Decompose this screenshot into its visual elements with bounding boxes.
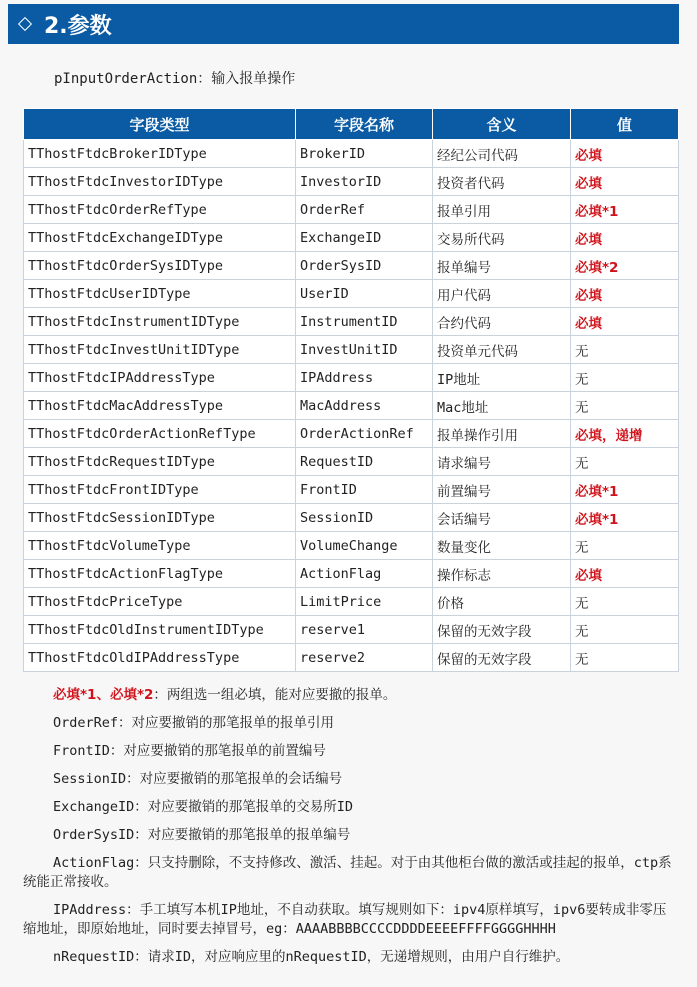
cell-field-type: TThostFtdcOldInstrumentIDType xyxy=(24,616,296,644)
cell-meaning: 操作标志 xyxy=(433,560,571,588)
cell-meaning: 保留的无效字段 xyxy=(433,616,571,644)
cell-field-name: RequestID xyxy=(296,448,433,476)
table-row xyxy=(24,504,679,532)
note-required-prefix: 必填*1、必填*2 xyxy=(53,687,154,703)
intro-text: pInputOrderAction：输入报单操作 xyxy=(54,71,296,87)
cell-field-name: MacAddress xyxy=(296,392,433,420)
cell-field-type: TThostFtdcPriceType xyxy=(24,588,296,616)
table-header-row xyxy=(24,109,679,140)
cell-meaning: 报单引用 xyxy=(433,196,571,224)
table-row xyxy=(24,280,679,308)
table-row xyxy=(24,392,679,420)
note-action-flag: ActionFlag：只支持删除，不支持修改、激活、挂起。对于由其他柜台做的激活或挂起的报单，ctp系统能正常接收。 xyxy=(23,855,672,890)
cell-field-type: TThostFtdcExchangeIDType xyxy=(24,224,296,252)
cell-field-type: TThostFtdcOrderRefType xyxy=(24,196,296,224)
cell-field-type: TThostFtdcSessionIDType xyxy=(24,504,296,532)
cell-value: 无 xyxy=(571,532,679,560)
note-request-id: nRequestID：请求ID，对应响应里的nRequestID，无递增规则，由用户自行维护。 xyxy=(53,949,570,965)
table-row xyxy=(24,476,679,504)
cell-field-name: FrontID xyxy=(296,476,433,504)
cell-meaning: 合约代码 xyxy=(433,308,571,336)
note-ip-address: IPAddress：手工填写本机IP地址，不自动获取。填写规则如下：ipv4原样填写，ipv6要转成非零压缩地址，即原始地址，同时要去掉冒号，eg：AAAABBBBCCCCDDDDEEEEFFFFGGGGHHHH xyxy=(23,902,667,937)
cell-value: 必填*1 xyxy=(571,476,679,504)
cell-field-type: TThostFtdcIPAddressType xyxy=(24,364,296,392)
cell-value: 必填 xyxy=(571,560,679,588)
table-row xyxy=(24,364,679,392)
cell-field-type: TThostFtdcFrontIDType xyxy=(24,476,296,504)
cell-value: 无 xyxy=(571,616,679,644)
cell-meaning: 保留的无效字段 xyxy=(433,644,571,672)
cell-field-name: OrderActionRef xyxy=(296,420,433,448)
cell-field-name: SessionID xyxy=(296,504,433,532)
note-required-rest: ：两组选一组必填，能对应要撤的报单。 xyxy=(153,687,397,703)
column-header-name: 字段名称 xyxy=(296,109,433,140)
cell-meaning: Mac地址 xyxy=(433,392,571,420)
cell-value: 无 xyxy=(571,392,679,420)
table-row xyxy=(24,532,679,560)
cell-field-type: TThostFtdcVolumeType xyxy=(24,532,296,560)
cell-value: 必填 xyxy=(571,224,679,252)
table-row xyxy=(24,140,679,168)
cell-value: 无 xyxy=(571,336,679,364)
cell-value: 必填*1 xyxy=(571,196,679,224)
table-row xyxy=(24,336,679,364)
table-row xyxy=(24,168,679,196)
table-body xyxy=(24,140,679,672)
cell-field-type: TThostFtdcInvestorIDType xyxy=(24,168,296,196)
cell-field-name: UserID xyxy=(296,280,433,308)
cell-field-name: IPAddress xyxy=(296,364,433,392)
cell-value: 必填 xyxy=(571,280,679,308)
column-header-meaning: 含义 xyxy=(433,109,571,140)
cell-value: 必填 xyxy=(571,308,679,336)
cell-field-type: TThostFtdcRequestIDType xyxy=(24,448,296,476)
cell-value: 必填，递增 xyxy=(571,420,679,448)
cell-meaning: 投资者代码 xyxy=(433,168,571,196)
table-row xyxy=(24,560,679,588)
cell-field-type: TThostFtdcOrderActionRefType xyxy=(24,420,296,448)
cell-value: 无 xyxy=(571,588,679,616)
cell-field-name: LimitPrice xyxy=(296,588,433,616)
note-required xyxy=(23,686,679,705)
cell-field-name: InvestUnitID xyxy=(296,336,433,364)
table-row xyxy=(24,448,679,476)
cell-meaning: 价格 xyxy=(433,588,571,616)
cell-meaning: 交易所代码 xyxy=(433,224,571,252)
cell-field-type: TThostFtdcUserIDType xyxy=(24,280,296,308)
cell-meaning: 报单编号 xyxy=(433,252,571,280)
note-line: SessionID：对应要撤销的那笔报单的会话编号 xyxy=(53,771,343,787)
cell-meaning: 报单操作引用 xyxy=(433,420,571,448)
cell-field-name: reserve1 xyxy=(296,616,433,644)
cell-value: 必填*2 xyxy=(571,252,679,280)
section-header xyxy=(8,4,679,44)
cell-meaning: 投资单元代码 xyxy=(433,336,571,364)
table-row xyxy=(24,196,679,224)
cell-field-name: InvestorID xyxy=(296,168,433,196)
table-row xyxy=(24,420,679,448)
cell-value: 必填 xyxy=(571,140,679,168)
table-row xyxy=(24,644,679,672)
cell-value: 无 xyxy=(571,448,679,476)
cell-field-name: reserve2 xyxy=(296,644,433,672)
cell-field-type: TThostFtdcInstrumentIDType xyxy=(24,308,296,336)
table-row xyxy=(24,308,679,336)
parameter-table xyxy=(23,108,679,672)
cell-field-type: TThostFtdcActionFlagType xyxy=(24,560,296,588)
cell-meaning: 数量变化 xyxy=(433,532,571,560)
table-row xyxy=(24,252,679,280)
note-line: FrontID：对应要撤销的那笔报单的前置编号 xyxy=(53,743,326,759)
cell-meaning: 经纪公司代码 xyxy=(433,140,571,168)
cell-field-name: VolumeChange xyxy=(296,532,433,560)
table-row xyxy=(24,588,679,616)
diamond-icon xyxy=(18,17,32,31)
notes-section xyxy=(23,686,679,976)
cell-value: 无 xyxy=(571,644,679,672)
cell-field-name: OrderSysID xyxy=(296,252,433,280)
cell-meaning: IP地址 xyxy=(433,364,571,392)
table-row xyxy=(24,616,679,644)
cell-field-name: BrokerID xyxy=(296,140,433,168)
cell-value: 必填*1 xyxy=(571,504,679,532)
cell-meaning: 用户代码 xyxy=(433,280,571,308)
table-row xyxy=(24,224,679,252)
note-line: ExchangeID：对应要撤销的那笔报单的交易所ID xyxy=(53,799,354,815)
cell-field-type: TThostFtdcMacAddressType xyxy=(24,392,296,420)
cell-meaning: 请求编号 xyxy=(433,448,571,476)
note-line: OrderRef：对应要撤销的那笔报单的报单引用 xyxy=(53,715,335,731)
cell-field-name: InstrumentID xyxy=(296,308,433,336)
cell-value: 无 xyxy=(571,364,679,392)
column-header-value: 值 xyxy=(571,109,679,140)
cell-field-name: OrderRef xyxy=(296,196,433,224)
section-title: 2.参数 xyxy=(44,13,112,39)
cell-field-type: TThostFtdcOrderSysIDType xyxy=(24,252,296,280)
cell-meaning: 前置编号 xyxy=(433,476,571,504)
column-header-type: 字段类型 xyxy=(24,109,296,140)
cell-meaning: 会话编号 xyxy=(433,504,571,532)
note-line: OrderSysID：对应要撤销的那笔报单的报单编号 xyxy=(53,827,351,843)
cell-value: 必填 xyxy=(571,168,679,196)
cell-field-type: TThostFtdcInvestUnitIDType xyxy=(24,336,296,364)
cell-field-name: ExchangeID xyxy=(296,224,433,252)
cell-field-name: ActionFlag xyxy=(296,560,433,588)
cell-field-type: TThostFtdcOldIPAddressType xyxy=(24,644,296,672)
cell-field-type: TThostFtdcBrokerIDType xyxy=(24,140,296,168)
